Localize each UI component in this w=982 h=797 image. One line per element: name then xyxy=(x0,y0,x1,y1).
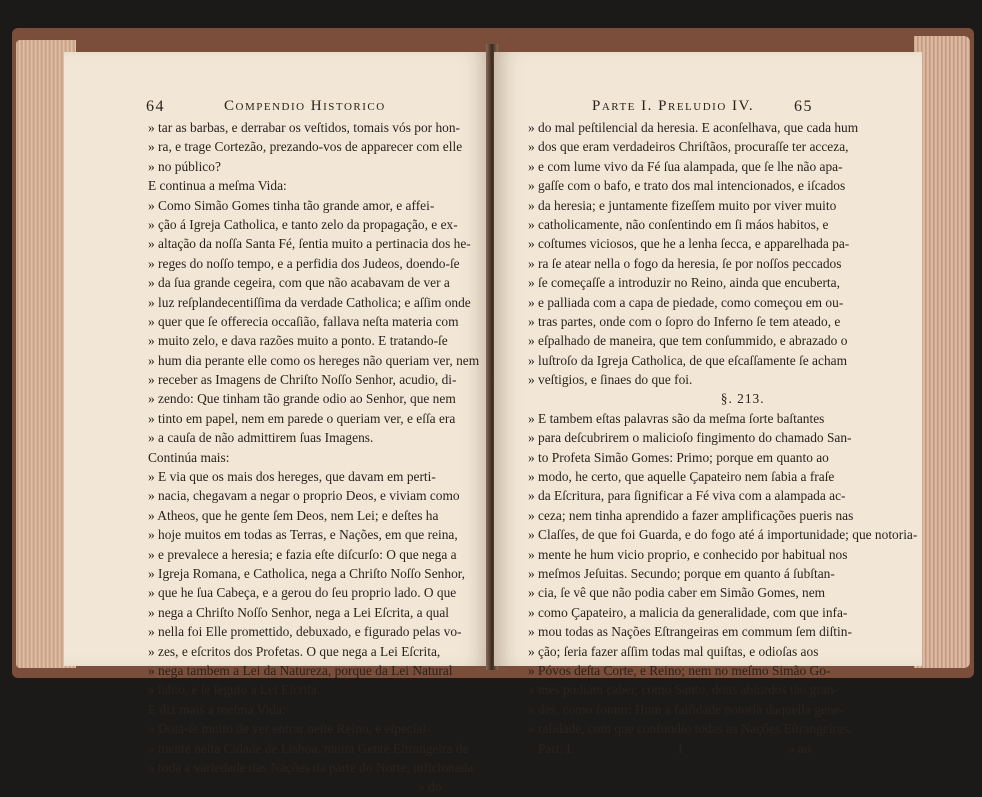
left-page xyxy=(64,52,490,795)
left-running-title: Compendio Historico xyxy=(224,98,386,114)
text-line: » mente neſta Cidade de Lisboa, muita Gente Eſtrangeira de xyxy=(148,740,469,756)
text-line: » catholicamente, não conſentindo em ſi máos habitos, e xyxy=(528,216,829,232)
text-line: » luz reſplandecentiſſima da verdade Catholica; e aſſim onde xyxy=(148,294,471,310)
text-line: » que he ſua Cabeça, e a gerou do ſeu proprio lado. O que xyxy=(148,585,457,601)
right-running-title: Parte I. Preludio IV. xyxy=(592,98,755,114)
text-line: E diz mais a meſma Vida: xyxy=(148,701,286,717)
text-line: » tar as barbas, e derrabar os veſtidos, tomais vós por hon- xyxy=(148,120,460,135)
text-line: » Atheos, que he gente ſem Deos, nem Lei; e deſtes ha xyxy=(148,507,439,523)
text-line: » des, como foram: Hum a falſidade notoria daquella gene- xyxy=(528,701,845,717)
text-line: » ralidade, com que confundio todas as Nações Eſtrangeiras, xyxy=(528,721,852,737)
right-page-text xyxy=(528,118,917,758)
text-line: » Póvos deſta Corte, e Reino; nem no meſmo Simão Go- xyxy=(528,662,831,678)
text-line: » receber as Imagens de Chriſto Noſſo Senhor, acudio, di- xyxy=(148,372,457,388)
text-line: E continua a meſma Vida: xyxy=(148,178,287,194)
text-line: » e prevalece a heresia; e fazia eſte diſcurſo: O que nega a xyxy=(148,546,457,562)
text-line: » da ſua grande cegeira, com que não acabavam de ver a xyxy=(148,275,450,291)
text-line: » da Eſcritura, para ſignificar a Fé viva com a alampada ac- xyxy=(528,488,846,504)
text-line: » e palliada com a capa de piedade, como começou em ou- xyxy=(528,294,844,310)
text-line: » tras partes, onde com o ſopro do Inferno ſe tem ateado, e xyxy=(528,313,841,329)
text-line: » ſe começaſſe a introduzir no Reino, ainda que encuberta, xyxy=(528,275,840,291)
text-line: » ra ſe atear nella o fogo da heresia, ſe por noſſos peccados xyxy=(528,255,842,271)
text-line: » ſahio, e ſe ſeguio a Lei Eſcrita. xyxy=(148,682,321,698)
text-line: » Claſſes, de que foi Guarda, e do fogo até á importunidade; que notoria- xyxy=(528,527,918,543)
text-line: » muito zelo, e dava razões muito a ponto. E tratando-ſe xyxy=(148,333,448,349)
left-page-number: 64 xyxy=(146,98,165,115)
text-line: Continúa mais: xyxy=(148,449,230,465)
text-line: » mes podiam caber, como Santo, dous abſurdos tão gran- xyxy=(528,682,838,698)
text-line: » zendo: Que tinham tão grande odio ao Senhor, que nem xyxy=(148,391,456,407)
catchword: » do xyxy=(418,779,442,795)
text-line: » luſtroſo da Igreja Catholica, de que eſcaſſamente ſe acham xyxy=(528,352,848,368)
right-page xyxy=(494,52,922,756)
section-number: §. 213. xyxy=(720,391,765,407)
text-line: » e com lume vivo da Fé ſua alampada, que ſe lhe não apa- xyxy=(528,158,843,174)
text-line: » Doia-ſe muito de ver entrar neſte Reino, e eſpecial- xyxy=(148,721,431,737)
left-page-text xyxy=(148,118,479,797)
text-line: » gaſſe com o bafo, e trato dos mal intencionados, e iſcados xyxy=(528,178,846,194)
text-line: » mou todas as Nações Eſtrangeiras em commum ſem diſtin- xyxy=(528,624,852,640)
text-line: » nega tambem a Lei da Natureza, porque da Lei Natural xyxy=(148,662,453,678)
left-page-footer xyxy=(148,777,479,796)
text-line: » toda a variedade das Nações da parte do Norte, inficionada xyxy=(148,759,474,775)
text-line: » E tambem eſtas palavras são da meſma ſorte baſtantes xyxy=(528,410,825,426)
right-page-number: 65 xyxy=(794,98,813,115)
text-line: » meſmos Jeſuitas. Secundo; porque em quanto á ſubſtan- xyxy=(528,565,835,581)
right-page-footer xyxy=(528,739,917,758)
text-line: » quer que ſe offerecia occaſião, fallava neſta materia com xyxy=(148,313,459,329)
signature-letter: I xyxy=(678,740,683,756)
text-line: » tinto em papel, nem em parede o queriam ver, e eſſa era xyxy=(148,410,456,426)
text-line: » eſpalhado de maneira, que tem conſummido, e abrazado o xyxy=(528,333,848,349)
text-line: » ção; ſeria fazer aſſim todas mal quiſtas, e odioſas aos xyxy=(528,643,819,659)
text-line: » ção á Igreja Catholica, e tanto zelo da propagação, e ex- xyxy=(148,216,458,232)
text-line: » dos que eram verdadeiros Chriſtãos, procuraſſe ter acceza, xyxy=(528,139,849,155)
text-line: » hoje muitos em todas as Terras, e Nações, em que reina, xyxy=(148,527,458,543)
text-line: » veſtigios, e ſinaes do que foi. xyxy=(528,372,693,388)
text-line: » E via que os mais dos hereges, que davam em perti- xyxy=(148,469,436,485)
text-line: » da heresia; e juntamente fizeſſem muito por viver muito xyxy=(528,197,837,213)
text-line: » reges do noſſo tempo, e a perfidia dos Judeos, doendo-ſe xyxy=(148,255,460,271)
text-line: » Como Simão Gomes tinha tão grande amor, e affei- xyxy=(148,197,435,213)
signature-mark: Part. I. xyxy=(538,740,575,756)
text-line: » do mal peſtilencial da heresia. E aconſelhava, que cada hum xyxy=(528,120,859,135)
left-running-head xyxy=(64,98,490,118)
text-line: » hum dia perante elle como os hereges não queriam ver, nem xyxy=(148,352,480,368)
text-line: » cia, ſe vê que não podia caber em Simão Gomes, nem xyxy=(528,585,826,601)
text-line: » no público? xyxy=(148,158,221,174)
text-line: » Igreja Romana, e Catholica, nega a Chriſto Noſſo Senhor, xyxy=(148,565,466,581)
text-line: » ra, e trage Cortezão, prezando-vos de apparecer com elle xyxy=(148,139,463,155)
text-line: » ceza; nem tinha aprendido a fazer amplificações pueris nas xyxy=(528,507,854,523)
right-page-edges xyxy=(914,36,970,668)
text-line: » mente he hum vicio proprio, e conhecido por habitual nos xyxy=(528,546,848,562)
text-line: » nacia, chegavam a negar o proprio Deos, e viviam como xyxy=(148,488,460,504)
text-line: » nella foi Elle promettido, debuxado, e figurado pelas vo- xyxy=(148,624,462,640)
text-line: » como Çapateiro, a malicia da generalidade, com que infa- xyxy=(528,604,848,620)
text-line: » altação da noſſa Santa Fé, ſentia muito a pertinacia dos he- xyxy=(148,236,471,252)
text-line: » nega a Chriſto Noſſo Senhor, nega a Lei Eſcrita, a qual xyxy=(148,604,450,620)
text-line: » coſtumes viciosos, que he a lenha ſecca, e apparelhada pa- xyxy=(528,236,850,252)
text-line: » to Profeta Simão Gomes: Primo; porque em quanto ao xyxy=(528,449,829,465)
text-line: » a cauſa de não admittirem ſuas Imagens. xyxy=(148,430,374,446)
text-line: » para deſcubrirem o malicioſo fingimento do chamado San- xyxy=(528,430,852,446)
text-line: » modo, he certo, que aquelle Çapateiro nem ſabia a fraſe xyxy=(528,469,835,485)
right-running-head xyxy=(494,98,922,118)
text-line: » zes, e eſcritos dos Profetas. O que nega a Lei Eſcrita, xyxy=(148,643,441,659)
catchword: » ao xyxy=(788,740,811,756)
